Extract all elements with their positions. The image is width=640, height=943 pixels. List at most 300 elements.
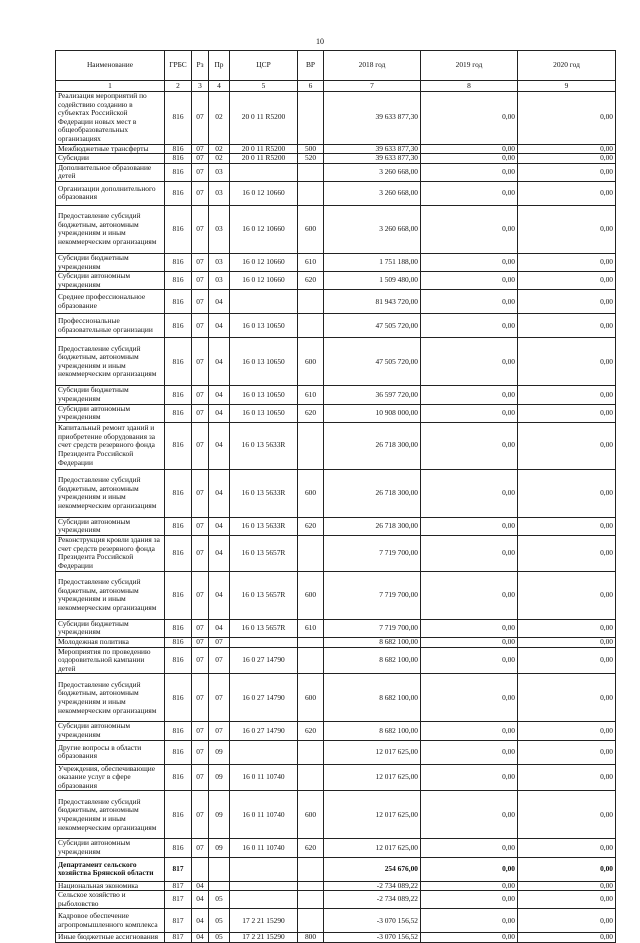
cell-rz: 04 <box>192 933 209 943</box>
cell-pr: 09 <box>209 740 230 764</box>
cell-rz: 07 <box>192 740 209 764</box>
cell-2018: 8 682 100,00 <box>324 674 421 722</box>
cell-2019: 0,00 <box>421 909 518 933</box>
cell-grbs: 816 <box>165 386 192 404</box>
page-number: 10 <box>316 37 324 46</box>
cell-pr: 04 <box>209 290 230 314</box>
cell-csr: 17 2 21 15290 <box>230 933 298 943</box>
cell-name: Предоставление субсидий бюджетным, автономным учреждениям и иным некоммерческим организациям <box>56 571 165 619</box>
table-row <box>56 92 616 145</box>
cell-vr <box>298 764 324 791</box>
cell-pr: 03 <box>209 205 230 253</box>
cell-csr: 16 0 12 10660 <box>230 272 298 290</box>
cell-csr: 20 0 11 R5200 <box>230 154 298 164</box>
cell-pr: 04 <box>209 469 230 517</box>
table-row <box>56 469 616 517</box>
cell-grbs: 816 <box>165 839 192 857</box>
cell-vr: 800 <box>298 933 324 943</box>
cell-pr: 09 <box>209 839 230 857</box>
cell-2018: 3 260 668,00 <box>324 205 421 253</box>
cell-pr: 04 <box>209 338 230 386</box>
cell-csr: 16 0 13 5657R <box>230 571 298 619</box>
cell-vr: 600 <box>298 338 324 386</box>
cell-vr: 520 <box>298 154 324 164</box>
cell-2019: 0,00 <box>421 422 518 469</box>
cell-pr: 09 <box>209 764 230 791</box>
cell-2020: 0,00 <box>518 253 616 271</box>
cell-vr: 610 <box>298 253 324 271</box>
table-row <box>56 404 616 422</box>
table-row <box>56 253 616 271</box>
cell-2020: 0,00 <box>518 909 616 933</box>
cell-2019: 0,00 <box>421 535 518 571</box>
cell-name: Национальная экономика <box>56 881 165 891</box>
cell-rz: 07 <box>192 517 209 535</box>
cell-2019: 0,00 <box>421 647 518 674</box>
cell-rz: 07 <box>192 535 209 571</box>
cell-rz: 07 <box>192 314 209 338</box>
cell-2019: 0,00 <box>421 144 518 154</box>
cell-2018: 8 682 100,00 <box>324 647 421 674</box>
cell-name: Субсидии бюджетным учреждениям <box>56 619 165 637</box>
cell-2020: 0,00 <box>518 163 616 181</box>
cell-rz: 07 <box>192 144 209 154</box>
cell-2018: 12 017 625,00 <box>324 839 421 857</box>
cell-name: Профессиональные образовательные организации <box>56 314 165 338</box>
cell-csr: 20 0 11 R5200 <box>230 92 298 145</box>
cell-vr: 600 <box>298 791 324 839</box>
table-row <box>56 205 616 253</box>
cell-rz: 07 <box>192 791 209 839</box>
cell-name: Реконструкция кровли здания за счет средств резервного фонда Президента Российской Федерации <box>56 535 165 571</box>
cell-vr <box>298 638 324 648</box>
cell-pr: 05 <box>209 891 230 909</box>
cell-pr: 02 <box>209 154 230 164</box>
cell-grbs: 816 <box>165 422 192 469</box>
cell-name: Среднее профессиональное образование <box>56 290 165 314</box>
cell-csr: 16 0 27 14790 <box>230 674 298 722</box>
cell-name: Другие вопросы в области образования <box>56 740 165 764</box>
cell-2020: 0,00 <box>518 404 616 422</box>
cell-pr: 07 <box>209 647 230 674</box>
cell-pr: 03 <box>209 181 230 205</box>
cell-grbs: 816 <box>165 272 192 290</box>
cell-2020: 0,00 <box>518 338 616 386</box>
cell-csr: 16 0 13 5633R <box>230 517 298 535</box>
table-row <box>56 740 616 764</box>
table-row <box>56 839 616 857</box>
cell-2020: 0,00 <box>518 839 616 857</box>
cell-pr: 03 <box>209 253 230 271</box>
cell-rz: 07 <box>192 571 209 619</box>
cell-pr: 02 <box>209 144 230 154</box>
table-row <box>56 791 616 839</box>
cell-name: Субсидии автономным учреждениям <box>56 404 165 422</box>
header-row <box>56 51 616 81</box>
cell-vr <box>298 535 324 571</box>
header-2020: 2020 год <box>518 51 616 81</box>
cell-2018: 12 017 625,00 <box>324 764 421 791</box>
cell-2019: 0,00 <box>421 290 518 314</box>
cell-2020: 0,00 <box>518 290 616 314</box>
cell-pr: 02 <box>209 92 230 145</box>
cell-vr: 600 <box>298 205 324 253</box>
table-row <box>56 422 616 469</box>
cell-2019: 0,00 <box>421 571 518 619</box>
cell-2019: 0,00 <box>421 338 518 386</box>
cell-vr <box>298 290 324 314</box>
cell-2018: 26 718 300,00 <box>324 517 421 535</box>
cell-rz: 07 <box>192 163 209 181</box>
cell-2018: 12 017 625,00 <box>324 740 421 764</box>
table-row <box>56 386 616 404</box>
cell-name: Предоставление субсидий бюджетным, автономным учреждениям и иным некоммерческим организациям <box>56 205 165 253</box>
cell-2019: 0,00 <box>421 839 518 857</box>
cell-2018: -3 070 156,52 <box>324 909 421 933</box>
cell-pr: 09 <box>209 791 230 839</box>
table-row <box>56 314 616 338</box>
cell-2018: 26 718 300,00 <box>324 469 421 517</box>
cell-name: Субсидии <box>56 154 165 164</box>
cell-csr: 20 0 11 R5200 <box>230 144 298 154</box>
cell-grbs: 817 <box>165 881 192 891</box>
cell-2019: 0,00 <box>421 253 518 271</box>
cell-2020: 0,00 <box>518 272 616 290</box>
cell-2019: 0,00 <box>421 181 518 205</box>
cell-rz: 07 <box>192 338 209 386</box>
cell-csr: 16 0 27 14790 <box>230 722 298 740</box>
cell-csr: 16 0 13 5633R <box>230 469 298 517</box>
cell-csr <box>230 290 298 314</box>
cell-2020: 0,00 <box>518 535 616 571</box>
header-2019: 2019 год <box>421 51 518 81</box>
cell-csr: 16 0 11 10740 <box>230 764 298 791</box>
cell-csr: 16 0 12 10660 <box>230 205 298 253</box>
cell-2020: 0,00 <box>518 638 616 648</box>
table-row <box>56 881 616 891</box>
cell-2018: 39 633 877,30 <box>324 92 421 145</box>
table-row <box>56 722 616 740</box>
cell-2020: 0,00 <box>518 647 616 674</box>
cell-grbs: 816 <box>165 205 192 253</box>
cell-2018: 12 017 625,00 <box>324 791 421 839</box>
cell-2018: 7 719 700,00 <box>324 571 421 619</box>
cell-2019: 0,00 <box>421 92 518 145</box>
column-number: 6 <box>298 81 324 92</box>
cell-grbs: 816 <box>165 571 192 619</box>
cell-vr: 610 <box>298 619 324 637</box>
cell-2020: 0,00 <box>518 517 616 535</box>
cell-pr: 04 <box>209 404 230 422</box>
cell-csr <box>230 857 298 881</box>
cell-name: Предоставление субсидий бюджетным, автономным учреждениям и иным некоммерческим организациям <box>56 791 165 839</box>
cell-name: Межбюджетные трансферты <box>56 144 165 154</box>
cell-vr <box>298 92 324 145</box>
cell-pr: 07 <box>209 722 230 740</box>
cell-name: Предоставление субсидий бюджетным, автономным учреждениям и иным некоммерческим организациям <box>56 674 165 722</box>
cell-pr: 04 <box>209 619 230 637</box>
cell-2020: 0,00 <box>518 857 616 881</box>
table-row <box>56 290 616 314</box>
cell-2020: 0,00 <box>518 205 616 253</box>
cell-grbs: 816 <box>165 791 192 839</box>
cell-csr: 16 0 13 10650 <box>230 404 298 422</box>
cell-2018: 10 908 000,00 <box>324 404 421 422</box>
cell-2020: 0,00 <box>518 881 616 891</box>
cell-rz: 04 <box>192 909 209 933</box>
cell-vr: 620 <box>298 272 324 290</box>
cell-2019: 0,00 <box>421 764 518 791</box>
column-number: 7 <box>324 81 421 92</box>
cell-name: Субсидии автономным учреждениям <box>56 722 165 740</box>
cell-grbs: 816 <box>165 290 192 314</box>
table-body <box>56 92 616 943</box>
cell-csr: 16 0 11 10740 <box>230 839 298 857</box>
cell-csr: 16 0 12 10660 <box>230 253 298 271</box>
cell-csr: 16 0 13 5657R <box>230 535 298 571</box>
cell-grbs: 816 <box>165 163 192 181</box>
table-row <box>56 933 616 943</box>
cell-vr <box>298 881 324 891</box>
cell-2020: 0,00 <box>518 740 616 764</box>
cell-name: Молодежная политика <box>56 638 165 648</box>
cell-csr: 16 0 12 10660 <box>230 181 298 205</box>
table-row <box>56 674 616 722</box>
table-row <box>56 154 616 164</box>
cell-grbs: 816 <box>165 469 192 517</box>
cell-name: Кадровое обеспечение агропромышленного комплекса <box>56 909 165 933</box>
cell-grbs: 817 <box>165 909 192 933</box>
cell-2019: 0,00 <box>421 469 518 517</box>
header-grbs: ГРБС <box>165 51 192 81</box>
cell-2020: 0,00 <box>518 92 616 145</box>
cell-vr: 620 <box>298 517 324 535</box>
cell-pr: 04 <box>209 422 230 469</box>
cell-name: Субсидии автономным учреждениям <box>56 272 165 290</box>
cell-rz: 07 <box>192 386 209 404</box>
cell-grbs: 816 <box>165 181 192 205</box>
header-pr: Пр <box>209 51 230 81</box>
table-row <box>56 638 616 648</box>
cell-pr <box>209 857 230 881</box>
cell-2019: 0,00 <box>421 791 518 839</box>
cell-name: Субсидии автономным учреждениям <box>56 517 165 535</box>
cell-vr <box>298 314 324 338</box>
cell-2020: 0,00 <box>518 891 616 909</box>
cell-2018: 39 633 877,30 <box>324 154 421 164</box>
header-csr: ЦСР <box>230 51 298 81</box>
cell-name: Капитальный ремонт зданий и приобретение оборудования за счет средств резервного фонда Президента Российской Федерации <box>56 422 165 469</box>
cell-2020: 0,00 <box>518 933 616 943</box>
cell-vr <box>298 857 324 881</box>
table-row <box>56 272 616 290</box>
cell-2019: 0,00 <box>421 404 518 422</box>
column-number: 5 <box>230 81 298 92</box>
cell-2018: 47 505 720,00 <box>324 314 421 338</box>
cell-csr: 16 0 27 14790 <box>230 647 298 674</box>
cell-name: Предоставление субсидий бюджетным, автономным учреждениям и иным некоммерческим организациям <box>56 338 165 386</box>
cell-grbs: 816 <box>165 154 192 164</box>
cell-name: Субсидии бюджетным учреждениям <box>56 253 165 271</box>
table-row <box>56 619 616 637</box>
cell-rz <box>192 857 209 881</box>
cell-2020: 0,00 <box>518 791 616 839</box>
cell-grbs: 816 <box>165 647 192 674</box>
cell-rz: 07 <box>192 722 209 740</box>
cell-vr <box>298 891 324 909</box>
cell-vr: 620 <box>298 404 324 422</box>
cell-vr <box>298 163 324 181</box>
table-row <box>56 144 616 154</box>
cell-grbs: 817 <box>165 891 192 909</box>
cell-2018: 7 719 700,00 <box>324 619 421 637</box>
cell-rz: 07 <box>192 205 209 253</box>
cell-rz: 07 <box>192 290 209 314</box>
cell-grbs: 817 <box>165 933 192 943</box>
cell-2018: 26 718 300,00 <box>324 422 421 469</box>
cell-grbs: 816 <box>165 674 192 722</box>
table-row <box>56 857 616 881</box>
cell-rz: 07 <box>192 469 209 517</box>
cell-vr <box>298 422 324 469</box>
cell-vr: 620 <box>298 839 324 857</box>
cell-2019: 0,00 <box>421 857 518 881</box>
cell-2018: 8 682 100,00 <box>324 722 421 740</box>
cell-2019: 0,00 <box>421 154 518 164</box>
cell-pr: 04 <box>209 314 230 338</box>
cell-rz: 07 <box>192 154 209 164</box>
cell-rz: 07 <box>192 422 209 469</box>
cell-2020: 0,00 <box>518 386 616 404</box>
cell-rz: 07 <box>192 253 209 271</box>
cell-name: Организации дополнительного образования <box>56 181 165 205</box>
cell-2018: 1 751 188,00 <box>324 253 421 271</box>
cell-csr <box>230 740 298 764</box>
cell-grbs: 816 <box>165 517 192 535</box>
table-row <box>56 181 616 205</box>
table-row <box>56 535 616 571</box>
cell-vr: 620 <box>298 722 324 740</box>
cell-csr <box>230 881 298 891</box>
cell-2018: 81 943 720,00 <box>324 290 421 314</box>
cell-vr: 500 <box>298 144 324 154</box>
cell-csr <box>230 163 298 181</box>
cell-2020: 0,00 <box>518 144 616 154</box>
cell-rz: 07 <box>192 272 209 290</box>
cell-pr: 04 <box>209 535 230 571</box>
cell-name: Субсидии бюджетным учреждениям <box>56 386 165 404</box>
cell-name: Предоставление субсидий бюджетным, автономным учреждениям и иным некоммерческим организациям <box>56 469 165 517</box>
cell-csr: 16 0 11 10740 <box>230 791 298 839</box>
cell-2018: 7 719 700,00 <box>324 535 421 571</box>
table-row <box>56 163 616 181</box>
cell-grbs: 817 <box>165 857 192 881</box>
cell-2018: 8 682 100,00 <box>324 638 421 648</box>
cell-grbs: 816 <box>165 535 192 571</box>
cell-rz: 04 <box>192 881 209 891</box>
cell-grbs: 816 <box>165 722 192 740</box>
cell-name: Иные бюджетные ассигнования <box>56 933 165 943</box>
cell-name: Дополнительное образование детей <box>56 163 165 181</box>
cell-2020: 0,00 <box>518 314 616 338</box>
cell-pr: 04 <box>209 571 230 619</box>
cell-csr <box>230 891 298 909</box>
table-row <box>56 647 616 674</box>
column-number: 4 <box>209 81 230 92</box>
cell-csr <box>230 638 298 648</box>
cell-2020: 0,00 <box>518 764 616 791</box>
cell-2018: -2 734 089,22 <box>324 891 421 909</box>
cell-vr <box>298 740 324 764</box>
cell-csr: 16 0 13 10650 <box>230 386 298 404</box>
cell-2019: 0,00 <box>421 619 518 637</box>
cell-2018: -2 734 089,22 <box>324 881 421 891</box>
table-row <box>56 891 616 909</box>
cell-name: Сельское хозяйство и рыболовство <box>56 891 165 909</box>
cell-grbs: 816 <box>165 253 192 271</box>
cell-rz: 07 <box>192 619 209 637</box>
column-number: 3 <box>192 81 209 92</box>
cell-pr: 03 <box>209 272 230 290</box>
cell-2018: -3 070 156,52 <box>324 933 421 943</box>
cell-vr <box>298 181 324 205</box>
column-number-row <box>56 81 616 92</box>
cell-2018: 47 505 720,00 <box>324 338 421 386</box>
cell-2019: 0,00 <box>421 891 518 909</box>
header-name: Наименование <box>56 51 165 81</box>
column-number: 1 <box>56 81 165 92</box>
cell-pr <box>209 881 230 891</box>
cell-2020: 0,00 <box>518 154 616 164</box>
cell-grbs: 816 <box>165 144 192 154</box>
cell-rz: 07 <box>192 638 209 648</box>
cell-csr: 16 0 13 10650 <box>230 314 298 338</box>
cell-csr: 16 0 13 5657R <box>230 619 298 637</box>
cell-grbs: 816 <box>165 404 192 422</box>
cell-2019: 0,00 <box>421 386 518 404</box>
cell-2020: 0,00 <box>518 674 616 722</box>
cell-2018: 3 260 668,00 <box>324 181 421 205</box>
cell-name: Мероприятия по проведению оздоровительной кампании детей <box>56 647 165 674</box>
cell-grbs: 816 <box>165 619 192 637</box>
cell-rz: 07 <box>192 181 209 205</box>
cell-2019: 0,00 <box>421 881 518 891</box>
cell-grbs: 816 <box>165 314 192 338</box>
cell-name: Реализация мероприятий по содействию созданию в субъектах Российской Федерации новых мест в общеобразовательных организациях <box>56 92 165 145</box>
cell-2020: 0,00 <box>518 722 616 740</box>
cell-vr: 600 <box>298 571 324 619</box>
cell-vr: 610 <box>298 386 324 404</box>
table-row <box>56 571 616 619</box>
cell-2019: 0,00 <box>421 272 518 290</box>
cell-grbs: 816 <box>165 338 192 386</box>
cell-2018: 36 597 720,00 <box>324 386 421 404</box>
header-rz: Рз <box>192 51 209 81</box>
budget-table <box>55 50 616 943</box>
cell-2019: 0,00 <box>421 163 518 181</box>
cell-pr: 07 <box>209 674 230 722</box>
cell-pr: 04 <box>209 517 230 535</box>
cell-rz: 07 <box>192 92 209 145</box>
cell-2020: 0,00 <box>518 469 616 517</box>
cell-2019: 0,00 <box>421 205 518 253</box>
cell-name: Учреждения, обеспечивающие оказание услуг в сфере образования <box>56 764 165 791</box>
cell-pr: 03 <box>209 163 230 181</box>
column-number: 2 <box>165 81 192 92</box>
cell-vr: 600 <box>298 469 324 517</box>
cell-2018: 39 633 877,30 <box>324 144 421 154</box>
column-number: 9 <box>518 81 616 92</box>
